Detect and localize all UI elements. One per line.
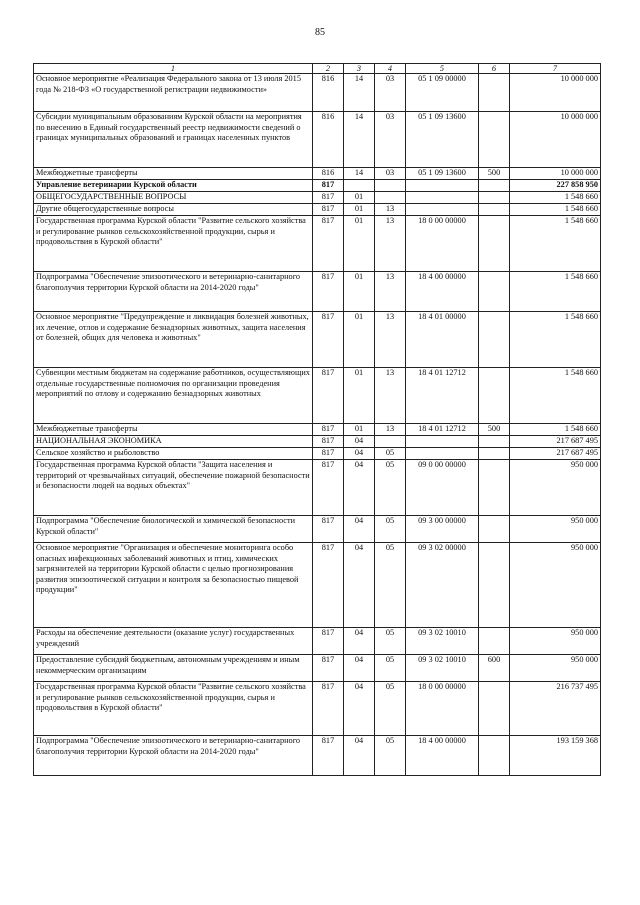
amount-cell: 10 000 000 [510, 168, 601, 180]
subsection-code-cell: 13 [375, 204, 406, 216]
main-admin-code-cell: 816 [313, 112, 344, 168]
expense-type-cell [479, 74, 510, 112]
subsection-code-cell [375, 436, 406, 448]
row-name-cell: Сельское хозяйство и рыболовство [34, 448, 313, 460]
row-name-cell: НАЦИОНАЛЬНАЯ ЭКОНОМИКА [34, 436, 313, 448]
target-article-cell: 18 4 01 00000 [406, 312, 479, 368]
header-cell: 1 [34, 64, 313, 74]
row-name-cell: Субсидии муниципальным образованиям Курской области на мероприятия по внесению в Единый государственный реестр недвижимости сведений о границах муниципальных образований и границах населенных пунктов [34, 112, 313, 168]
target-article-cell: 09 3 00 00000 [406, 516, 479, 543]
table-row [34, 168, 601, 180]
target-article-cell [406, 436, 479, 448]
amount-cell: 1 548 660 [510, 424, 601, 436]
row-name-cell: Основное мероприятие "Предупреждение и ликвидация болезней животных, их лечение, отлов и содержание безнадзорных животных, защита населения от болезней, общих для человека и животных" [34, 312, 313, 368]
page-number: 85 [315, 27, 325, 38]
expense-type-cell [479, 448, 510, 460]
main-admin-code-cell: 817 [313, 682, 344, 736]
table-row [34, 112, 601, 168]
subsection-code-cell: 05 [375, 682, 406, 736]
expense-type-cell [479, 682, 510, 736]
expense-type-cell [479, 112, 510, 168]
expense-type-cell [479, 516, 510, 543]
main-admin-code-cell: 817 [313, 460, 344, 516]
header-cell: 4 [375, 64, 406, 74]
section-code-cell: 04 [344, 628, 375, 655]
amount-cell: 1 548 660 [510, 216, 601, 272]
main-admin-code-cell: 817 [313, 543, 344, 628]
amount-cell: 950 000 [510, 655, 601, 682]
main-admin-code-cell: 817 [313, 424, 344, 436]
main-admin-code-cell: 817 [313, 216, 344, 272]
target-article-cell: 09 3 02 10010 [406, 655, 479, 682]
subsection-code-cell: 03 [375, 168, 406, 180]
amount-cell: 216 737 495 [510, 682, 601, 736]
target-article-cell: 09 0 00 00000 [406, 460, 479, 516]
expense-type-cell [479, 543, 510, 628]
section-code-cell: 01 [344, 204, 375, 216]
section-code-cell: 01 [344, 312, 375, 368]
main-admin-code-cell: 817 [313, 436, 344, 448]
section-code-cell: 01 [344, 368, 375, 424]
table-row [34, 628, 601, 655]
amount-cell: 217 687 495 [510, 436, 601, 448]
section-code-cell: 14 [344, 112, 375, 168]
section-code-cell: 04 [344, 436, 375, 448]
table-row [34, 204, 601, 216]
subsection-code-cell: 13 [375, 368, 406, 424]
row-name-cell: Основное мероприятие «Реализация Федерального закона от 13 июля 2015 года № 218-ФЗ «О государственной регистрации недвижимости» [34, 74, 313, 112]
main-admin-code-cell: 817 [313, 180, 344, 192]
row-name-cell: Расходы на обеспечение деятельности (оказание услуг) государственных учреждений [34, 628, 313, 655]
row-name-cell: Основное мероприятие "Организация и обеспечение мониторинга особо опасных инфекционных заболеваний животных и птиц, химических загрязнителей на территории Курской области с целью прогнозирования развития эпизоотической ситуации и контроля за безопасностью пищевой продукции" [34, 543, 313, 628]
amount-cell: 10 000 000 [510, 112, 601, 168]
row-name-cell: ОБЩЕГОСУДАРСТВЕННЫЕ ВОПРОСЫ [34, 192, 313, 204]
target-article-cell: 18 4 01 12712 [406, 424, 479, 436]
header-row [34, 64, 601, 74]
main-admin-code-cell: 816 [313, 168, 344, 180]
expense-type-cell [479, 204, 510, 216]
subsection-code-cell: 03 [375, 112, 406, 168]
amount-cell: 1 548 660 [510, 192, 601, 204]
section-code-cell: 01 [344, 272, 375, 312]
section-code-cell: 04 [344, 655, 375, 682]
subsection-code-cell: 05 [375, 628, 406, 655]
amount-cell: 1 548 660 [510, 272, 601, 312]
table-row [34, 216, 601, 272]
table-row [34, 448, 601, 460]
header-cell: 5 [406, 64, 479, 74]
main-admin-code-cell: 817 [313, 272, 344, 312]
row-name-cell: Межбюджетные трансферты [34, 424, 313, 436]
main-admin-code-cell: 817 [313, 204, 344, 216]
table-row [34, 180, 601, 192]
target-article-cell: 09 3 02 10010 [406, 628, 479, 655]
target-article-cell: 18 0 00 00000 [406, 216, 479, 272]
row-name-cell: Предоставление субсидий бюджетным, автономным учреждениям и иным некоммерческим организациям [34, 655, 313, 682]
table-row [34, 272, 601, 312]
amount-cell: 227 858 950 [510, 180, 601, 192]
main-admin-code-cell: 817 [313, 516, 344, 543]
subsection-code-cell: 05 [375, 543, 406, 628]
section-code-cell: 04 [344, 682, 375, 736]
budget-table [33, 63, 601, 776]
amount-cell: 950 000 [510, 543, 601, 628]
table-row [34, 74, 601, 112]
expense-type-cell [479, 736, 510, 776]
expense-type-cell [479, 436, 510, 448]
row-name-cell: Подпрограмма "Обеспечение эпизоотического и ветеринарно-санитарного благополучия территории Курской области на 2014-2020 годы" [34, 736, 313, 776]
row-name-cell: Подпрограмма "Обеспечение биологической и химической безопасности Курской области" [34, 516, 313, 543]
subsection-code-cell [375, 192, 406, 204]
row-name-cell: Межбюджетные трансферты [34, 168, 313, 180]
main-admin-code-cell: 816 [313, 74, 344, 112]
header-cell: 7 [510, 64, 601, 74]
main-admin-code-cell: 817 [313, 736, 344, 776]
section-code-cell: 04 [344, 516, 375, 543]
main-admin-code-cell: 817 [313, 312, 344, 368]
table-row [34, 424, 601, 436]
row-name-cell: Другие общегосударственные вопросы [34, 204, 313, 216]
expense-type-cell [479, 216, 510, 272]
amount-cell: 10 000 000 [510, 74, 601, 112]
expense-type-cell [479, 368, 510, 424]
amount-cell: 950 000 [510, 628, 601, 655]
header-cell: 6 [479, 64, 510, 74]
expense-type-cell [479, 272, 510, 312]
subsection-code-cell: 05 [375, 736, 406, 776]
amount-cell: 217 687 495 [510, 448, 601, 460]
subsection-code-cell: 05 [375, 655, 406, 682]
table-row [34, 312, 601, 368]
table-row [34, 543, 601, 628]
section-code-cell: 04 [344, 460, 375, 516]
section-code-cell: 04 [344, 543, 375, 628]
target-article-cell: 09 3 02 00000 [406, 543, 479, 628]
subsection-code-cell: 13 [375, 312, 406, 368]
target-article-cell: 18 4 00 00000 [406, 736, 479, 776]
subsection-code-cell: 03 [375, 74, 406, 112]
table-row [34, 368, 601, 424]
amount-cell: 1 548 660 [510, 368, 601, 424]
table-row [34, 655, 601, 682]
table-row [34, 192, 601, 204]
row-name-cell: Государственная программа Курской области "Развитие сельского хозяйства и регулирование рынков сельскохозяйственной продукции, сырья и продовольствия в Курской области" [34, 682, 313, 736]
main-admin-code-cell: 817 [313, 192, 344, 204]
section-code-cell: 14 [344, 168, 375, 180]
expense-type-cell [479, 192, 510, 204]
amount-cell: 950 000 [510, 516, 601, 543]
row-name-cell: Управление ветеринарии Курской области [34, 180, 313, 192]
table-body [34, 64, 601, 776]
section-code-cell: 04 [344, 448, 375, 460]
table-row [34, 516, 601, 543]
expense-type-cell: 500 [479, 424, 510, 436]
table-row [34, 682, 601, 736]
row-name-cell: Подпрограмма "Обеспечение эпизоотического и ветеринарно-санитарного благополучия территории Курской области на 2014-2020 годы" [34, 272, 313, 312]
subsection-code-cell [375, 180, 406, 192]
table-row [34, 736, 601, 776]
target-article-cell: 05 1 09 13600 [406, 112, 479, 168]
section-code-cell: 01 [344, 216, 375, 272]
subsection-code-cell: 13 [375, 424, 406, 436]
expense-type-cell [479, 180, 510, 192]
expense-type-cell [479, 460, 510, 516]
subsection-code-cell: 13 [375, 216, 406, 272]
amount-cell: 1 548 660 [510, 204, 601, 216]
target-article-cell [406, 192, 479, 204]
expense-type-cell: 600 [479, 655, 510, 682]
subsection-code-cell: 05 [375, 460, 406, 516]
main-admin-code-cell: 817 [313, 448, 344, 460]
section-code-cell: 01 [344, 192, 375, 204]
subsection-code-cell: 05 [375, 448, 406, 460]
subsection-code-cell: 05 [375, 516, 406, 543]
target-article-cell: 18 4 01 12712 [406, 368, 479, 424]
main-admin-code-cell: 817 [313, 655, 344, 682]
table-row [34, 460, 601, 516]
header-cell: 3 [344, 64, 375, 74]
target-article-cell [406, 448, 479, 460]
expense-type-cell: 500 [479, 168, 510, 180]
amount-cell: 1 548 660 [510, 312, 601, 368]
subsection-code-cell: 13 [375, 272, 406, 312]
table-row [34, 436, 601, 448]
section-code-cell: 01 [344, 424, 375, 436]
header-cell: 2 [313, 64, 344, 74]
target-article-cell: 05 1 09 13600 [406, 168, 479, 180]
amount-cell: 950 000 [510, 460, 601, 516]
section-code-cell: 04 [344, 736, 375, 776]
section-code-cell: 14 [344, 74, 375, 112]
target-article-cell: 18 4 00 00000 [406, 272, 479, 312]
main-admin-code-cell: 817 [313, 368, 344, 424]
target-article-cell [406, 180, 479, 192]
row-name-cell: Государственная программа Курской области "Развитие сельского хозяйства и регулирование рынков сельскохозяйственной продукции, сырья и продовольствия в Курской области" [34, 216, 313, 272]
expense-type-cell [479, 312, 510, 368]
main-admin-code-cell: 817 [313, 628, 344, 655]
row-name-cell: Субвенции местным бюджетам на содержание работников, осуществляющих отдельные государственные полномочия по организации проведения мероприятий по отлову и содержанию безнадзорных животных [34, 368, 313, 424]
section-code-cell [344, 180, 375, 192]
target-article-cell: 05 1 09 00000 [406, 74, 479, 112]
target-article-cell: 18 0 00 00000 [406, 682, 479, 736]
expense-type-cell [479, 628, 510, 655]
target-article-cell [406, 204, 479, 216]
amount-cell: 193 159 368 [510, 736, 601, 776]
row-name-cell: Государственная программа Курской области "Защита населения и территорий от чрезвычайных ситуаций, обеспечение пожарной безопасности и безопасности людей на водных объектах" [34, 460, 313, 516]
